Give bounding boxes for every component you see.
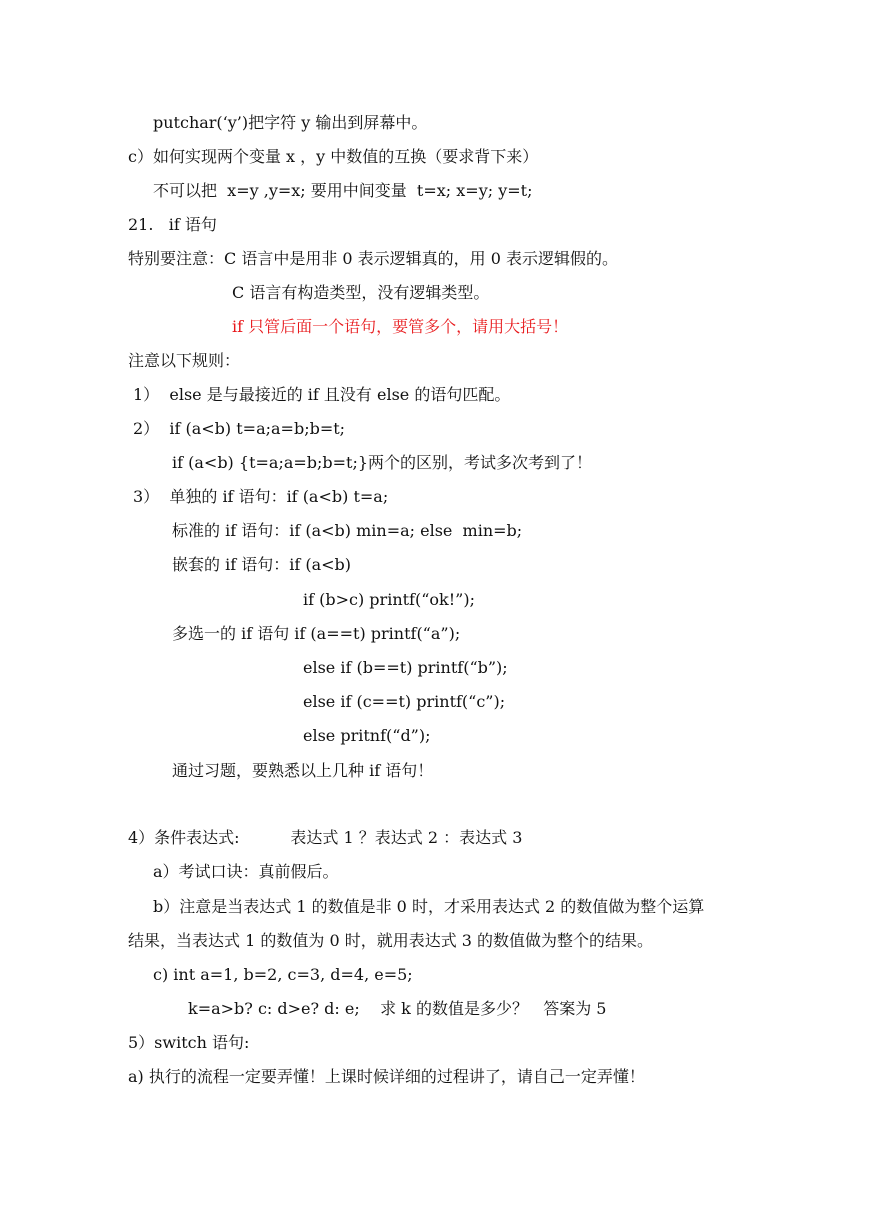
text-line: a) 执行的流程一定要弄懂！上课时候详细的过程讲了，请自己一定弄懂！: [128, 1067, 645, 1086]
code-line: else if (c==t) printf(“c”);: [303, 692, 506, 711]
text-line: 多选一的 if 语句 if (a==t) printf(“a”);: [172, 624, 461, 643]
text-line: 5）switch 语句:: [128, 1033, 250, 1052]
text-line: 结果，当表达式 1 的数值为 0 时，就用表达式 3 的数值做为整个的结果。: [128, 931, 654, 950]
text-line: 3） 单独的 if 语句：if (a<b) t=a;: [133, 487, 389, 506]
text-line: 4）条件表达式: 表达式 1 ？表达式 2 ：表达式 3: [128, 828, 523, 847]
text-line: 特别要注意：C 语言中是用非 0 表示逻辑真的，用 0 表示逻辑假的。: [128, 249, 619, 268]
text-line: 通过习题，要熟悉以上几种 if 语句！: [172, 761, 434, 780]
text-line: C 语言有构造类型，没有逻辑类型。: [232, 283, 490, 302]
text-line: putchar(‘y’)把字符 y 输出到屏幕中。: [153, 113, 428, 132]
text-line: b）注意是当表达式 1 的数值是非 0 时，才采用表达式 2 的数值做为整个运算: [153, 897, 705, 916]
text-line: 标准的 if 语句：if (a<b) min=a; else min=b;: [172, 521, 523, 540]
text-line: 嵌套的 if 语句：if (a<b): [172, 555, 352, 574]
text-line: 不可以把 x=y ,y=x; 要用中间变量 t=x; x=y; y=t;: [153, 181, 533, 200]
text-line: c) int a=1, b=2, c=3, d=4, e=5;: [153, 965, 413, 984]
text-line: k=a>b? c: d>e? d: e; 求 k 的数值是多少？ 答案为 5: [188, 999, 607, 1018]
code-line: else if (b==t) printf(“b”);: [303, 658, 508, 677]
text-line: 注意以下规则：: [128, 351, 241, 370]
code-line: else pritnf(“d”);: [303, 726, 431, 745]
code-line: if (b>c) printf(“ok!”);: [303, 590, 475, 609]
section-heading: 21. if 语句: [128, 215, 217, 234]
highlighted-note: if 只管后面一个语句，要管多个，请用大括号！: [232, 317, 569, 336]
text-line: if (a<b) {t=a;a=b;b=t;}两个的区别，考试多次考到了！: [172, 453, 593, 472]
text-line: 1） else 是与最接近的 if 且没有 else 的语句匹配。: [133, 385, 511, 404]
text-line: 2） if (a<b) t=a;a=b;b=t;: [133, 419, 346, 438]
text-line: c）如何实现两个变量 x ，y 中数值的互换（要求背下来）: [128, 147, 539, 166]
text-line: a）考试口诀：真前假后。: [153, 862, 339, 881]
